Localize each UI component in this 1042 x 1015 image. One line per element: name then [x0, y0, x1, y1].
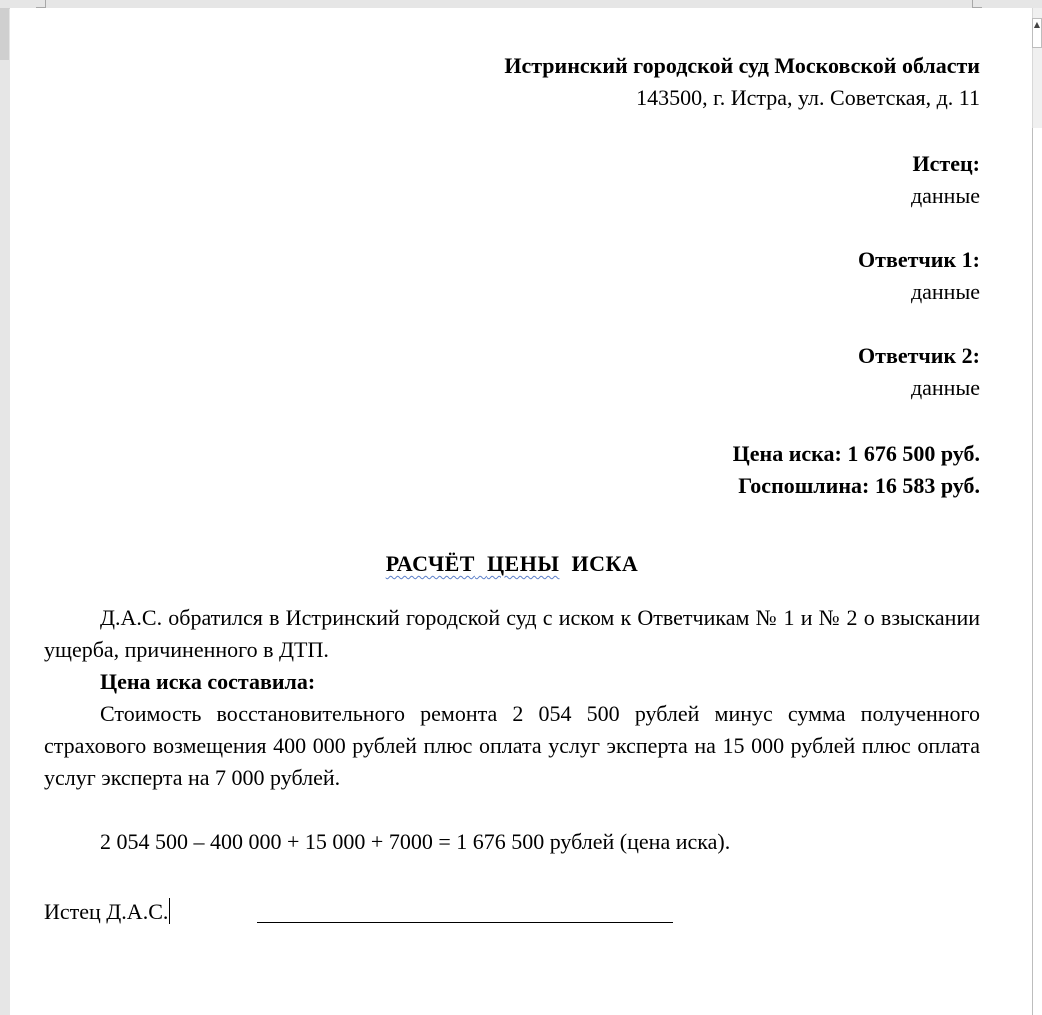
signature-row [44, 896, 980, 928]
intro-paragraph: Д.А.С. обратился в Истринский городской суд с иском к Ответчикам № 1 и № 2 о взыскании ущерба, причиненного в ДТП. [44, 605, 980, 662]
court-address: 143500, г. Истра, ул. Советская, д. 11 [636, 85, 980, 110]
title-word-2: ЦЕНЫ [486, 551, 560, 576]
scrollbar-thumb[interactable] [1032, 128, 1042, 1015]
document-content[interactable] [44, 50, 980, 928]
plaintiff-data: данные [910, 183, 980, 208]
document-title [44, 548, 980, 580]
vertical-ruler [0, 8, 9, 60]
defendant-2-label: Ответчик 2: [858, 343, 980, 368]
calculation-formula: 2 054 500 – 400 000 + 15 000 + 7000 = 1 676 500 рублей (цена иска). [100, 829, 731, 854]
signature-label: Истец Д.А.С. [44, 899, 169, 924]
right-margin-marker[interactable] [972, 0, 982, 8]
defendant-1-label: Ответчик 1: [858, 247, 980, 272]
title-word-1: РАСЧЁТ [385, 551, 475, 576]
calculation-paragraph: Стоимость восстановительного ремонта 2 054 500 рублей минус сумма полученного страхового возмещения 400 000 рублей плюс оплата услуг эксперта на 15 000 рублей плюс оплата услуг эксперта на 7 000 рублей. [44, 701, 980, 790]
court-name: Истринский городской суд Московской области [504, 53, 980, 78]
title-word-3: ИСКА [571, 551, 639, 576]
defendant-1-data: данные [910, 279, 980, 304]
plaintiff-label: Истец: [912, 151, 980, 176]
vertical-scrollbar[interactable] [1032, 8, 1042, 1015]
text-cursor [169, 898, 170, 924]
claim-subheading: Цена иска составила: [100, 669, 316, 694]
claim-price: Цена иска: 1 676 500 руб. [732, 441, 980, 466]
left-margin-marker[interactable] [36, 0, 46, 8]
signature-line [257, 922, 673, 923]
state-duty: Госпошлина: 16 583 руб. [738, 473, 980, 498]
scroll-up-arrow-icon[interactable]: ▲ [1032, 18, 1042, 48]
defendant-2-data: данные [910, 375, 980, 400]
